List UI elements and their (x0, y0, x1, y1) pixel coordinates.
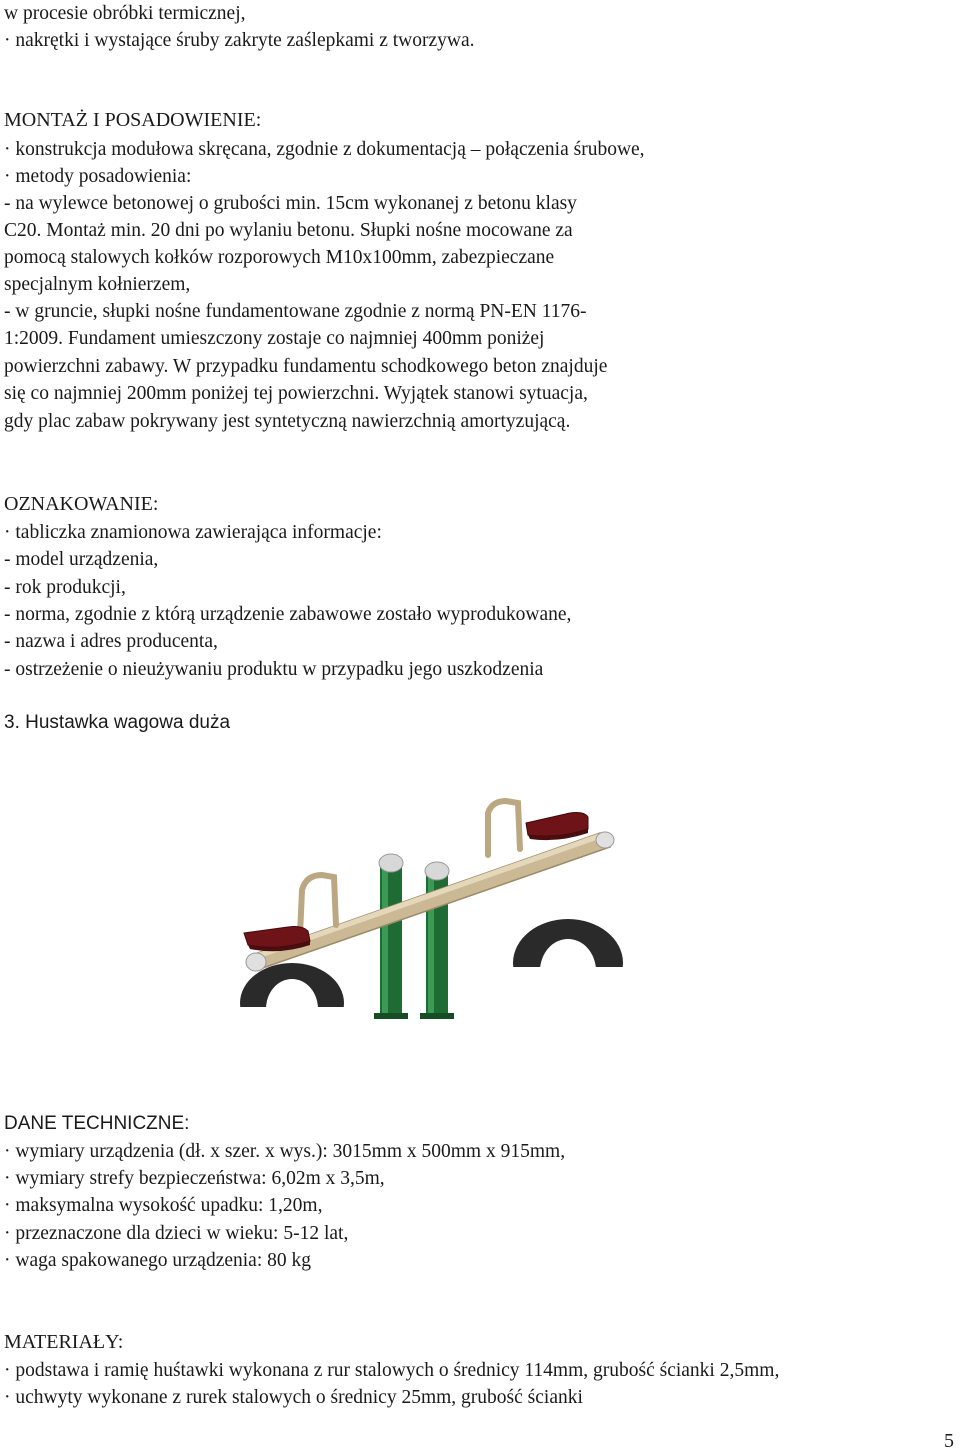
oznakowanie-heading: OZNAKOWANIE: (4, 493, 159, 515)
dane-line: · przeznaczone dla dzieci w wieku: 5-12 lat, (4, 1223, 349, 1244)
montaz-line: gdy plac zabaw pokrywany jest syntetyczną nawierzchnią amortyzującą. (4, 411, 571, 432)
dane-line: · maksymalna wysokość upadku: 1,20m, (4, 1195, 323, 1216)
materialy-heading: MATERIAŁY: (4, 1331, 124, 1353)
left-handle (300, 875, 336, 935)
montaz-line: 1:2009. Fundament umieszczony zostaje co najmniej 400mm poniżej (4, 328, 545, 349)
dane-line: · wymiary strefy bezpieczeństwa: 6,02m x 3,5m, (4, 1168, 385, 1189)
left-tire (238, 963, 348, 1040)
montaz-line: - w gruncie, słupki nośne fundamentowane zgodnie z normą PN-EN 1176- (4, 301, 587, 322)
section-title: 3. Hustawka wagowa duża (4, 712, 231, 733)
page-number: 5 (944, 1430, 954, 1452)
oznakowanie-line: - model urządzenia, (4, 549, 159, 570)
dane-heading: DANE TECHNICZNE: (4, 1113, 190, 1134)
materialy-line: · uchwyty wykonane z rurek stalowych o średnicy 25mm, grubość ścianki (4, 1387, 583, 1408)
montaz-line: · konstrukcja modułowa skręcana, zgodnie z dokumentacją – połączenia śrubowe, (4, 139, 645, 160)
right-handle (488, 801, 520, 855)
dane-line: · wymiary urządzenia (dł. x szer. x wys.): 3015mm x 500mm x 915mm, (4, 1141, 566, 1162)
oznakowanie-line: · tabliczka znamionowa zawierająca informacje: (4, 522, 382, 543)
montaz-line: C20. Montaż min. 20 dni po wylaniu betonu. Słupki nośne mocowane za (4, 220, 573, 241)
montaz-line: się co najmniej 200mm poniżej tej powierzchni. Wyjątek stanowi sytuacja, (4, 383, 588, 404)
oznakowanie-line: - rok produkcji, (4, 577, 126, 598)
montaz-line: · metody posadowienia: (4, 166, 192, 187)
montaz-line: - na wylewce betonowej o grubości min. 15cm wykonanej z betonu klasy (4, 193, 577, 214)
materialy-line: · podstawa i ramię huśtawki wykonana z rur stalowych o średnicy 114mm, grubość ścianki 2,5mm, (4, 1360, 780, 1381)
right-seat (526, 813, 588, 841)
post-left (374, 854, 408, 1019)
oznakowanie-line: - norma, zgodnie z którą urządzenie zabawowe zostało wyprodukowane, (4, 604, 572, 625)
intro-line: w procesie obróbki termicznej, (4, 3, 246, 24)
dane-line: · waga spakowanego urządzenia: 80 kg (4, 1250, 312, 1271)
seesaw-illustration (230, 795, 750, 1040)
left-seat (244, 927, 310, 952)
montaz-line: specjalnym kołnierzem, (4, 274, 191, 295)
montaz-line: powierzchni zabawy. W przypadku fundamentu schodkowego beton znajduje (4, 356, 608, 377)
intro-line: · nakrętki i wystające śruby zakryte zaślepkami z tworzywa. (4, 30, 475, 51)
oznakowanie-line: - nazwa i adres producenta, (4, 631, 218, 652)
montaz-line: pomocą stalowych kołków rozporowych M10x100mm, zabezpieczane (4, 247, 555, 268)
right-tire (510, 919, 628, 1007)
oznakowanie-line: - ostrzeżenie o nieużywaniu produktu w przypadku jego uszkodzenia (4, 659, 544, 680)
montaz-heading: MONTAŻ I POSADOWIENIE: (4, 109, 262, 131)
